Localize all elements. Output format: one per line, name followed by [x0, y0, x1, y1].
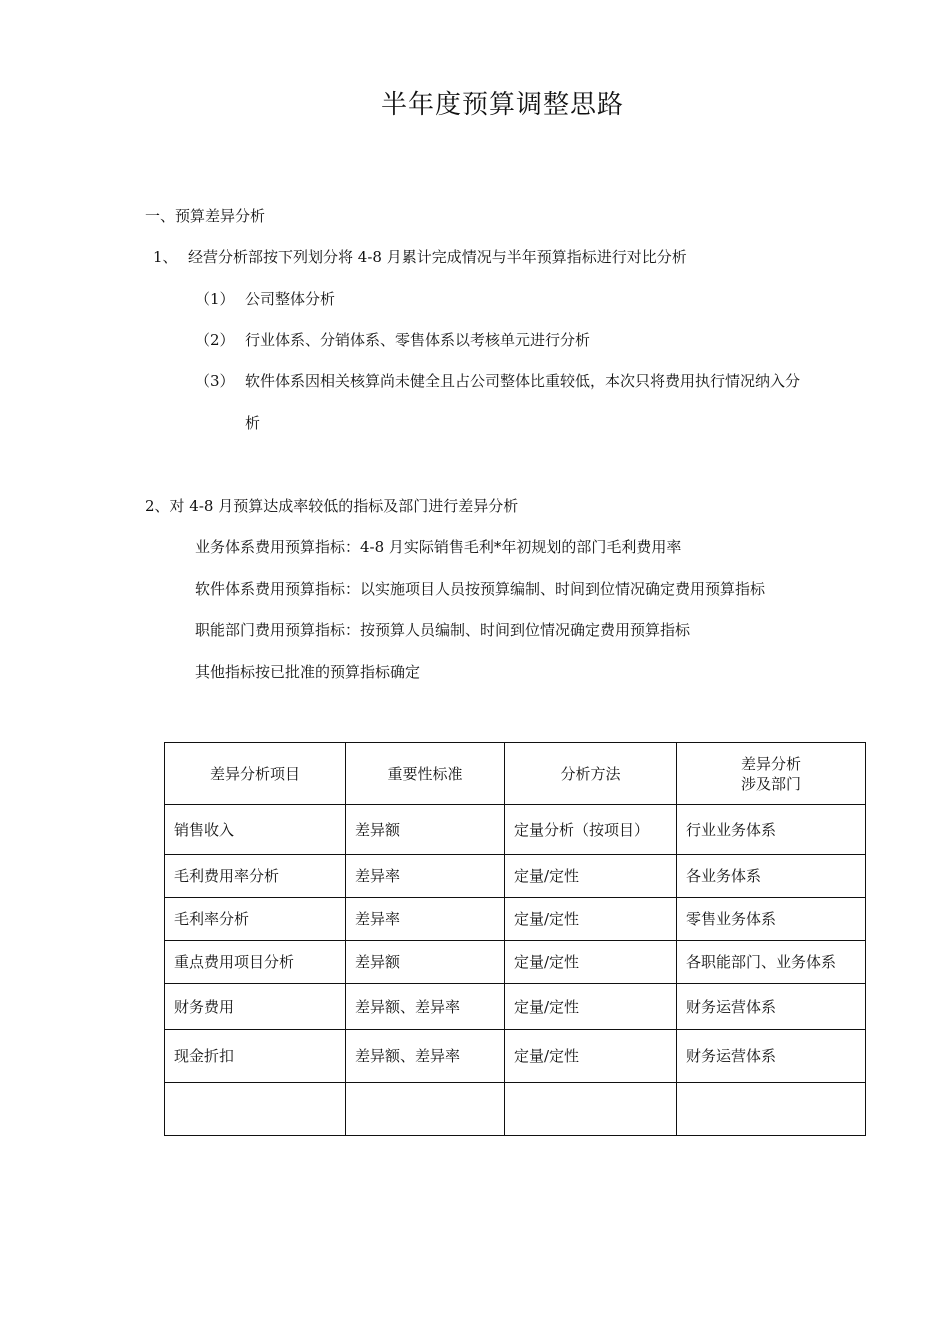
table-cell: 行业业务体系 — [677, 805, 866, 855]
table-row — [165, 898, 866, 941]
table-cell: 定量/定性 — [505, 855, 677, 898]
table-cell — [677, 1083, 866, 1136]
table-cell: 差异额 — [346, 941, 505, 984]
table-cell: 财务运营体系 — [677, 984, 866, 1030]
section2-line-1: 业务体系费用预算指标：4-8 月实际销售毛利*年初规划的部门毛利费用率 — [195, 538, 682, 556]
table-cell: 定量/定性 — [505, 941, 677, 984]
item1-number: 1、 — [153, 248, 178, 266]
table-cell: 销售收入 — [165, 805, 346, 855]
section1-heading: 一、预算差异分析 — [145, 207, 266, 225]
table-cell: 定量/定性 — [505, 1030, 677, 1083]
section2-line-4: 其他指标按已批准的预算指标确定 — [195, 663, 421, 681]
subitem-2-text: 行业体系、分销体系、零售体系以考核单元进行分析 — [245, 331, 591, 349]
table-row — [165, 941, 866, 984]
item1-text: 经营分析部按下列划分将 4-8 月累计完成情况与半年预算指标进行对比分析 — [188, 248, 687, 266]
table-cell: 零售业务体系 — [677, 898, 866, 941]
table-cell — [505, 1083, 677, 1136]
section2-line-2: 软件体系费用预算指标：以实施项目人员按预算编制、时间到位情况确定费用预算指标 — [195, 580, 766, 598]
table-cell: 定量/定性 — [505, 984, 677, 1030]
subitem-1-text: 公司整体分析 — [245, 290, 336, 308]
section2-heading: 2、对 4-8 月预算达成率较低的指标及部门进行差异分析 — [145, 497, 519, 515]
table-cell: 差异率 — [346, 855, 505, 898]
header-departments-line2: 涉及部门 — [740, 774, 801, 793]
table-row — [165, 805, 866, 855]
table-row-empty — [165, 1083, 866, 1136]
table-cell — [165, 1083, 346, 1136]
table-cell: 差异率 — [346, 898, 505, 941]
table-cell: 财务运营体系 — [677, 1030, 866, 1083]
header-departments-line1: 差异分析 — [740, 754, 801, 773]
table-header-row — [165, 743, 866, 805]
subitem-2-number: （2） — [195, 331, 235, 349]
table-row — [165, 984, 866, 1030]
subitem-3-text: 软件体系因相关核算尚未健全且占公司整体比重较低，本次只将费用执行情况纳入分 — [245, 372, 801, 390]
header-cell-item: 差异分析项目 — [165, 743, 346, 805]
table-cell: 定量分析（按项目） — [505, 805, 677, 855]
table-cell: 差异额 — [346, 805, 505, 855]
table-cell — [346, 1083, 505, 1136]
table-cell: 财务费用 — [165, 984, 346, 1030]
header-cell-departments — [677, 743, 866, 805]
table-cell: 现金折扣 — [165, 1030, 346, 1083]
header-cell-method: 分析方法 — [505, 743, 677, 805]
subitem-3-number: （3） — [195, 372, 235, 390]
page-title: 半年度预算调整思路 — [380, 90, 624, 120]
section2-line-3: 职能部门费用预算指标：按预算人员编制、时间到位情况确定费用预算指标 — [195, 621, 691, 639]
subitem-1-number: （1） — [195, 290, 235, 308]
variance-analysis-table — [164, 742, 866, 1136]
table-cell: 定量/定性 — [505, 898, 677, 941]
table-cell: 毛利率分析 — [165, 898, 346, 941]
subitem-3-continuation: 析 — [245, 414, 261, 432]
table-cell: 差异额、差异率 — [346, 1030, 505, 1083]
header-cell-importance: 重要性标准 — [346, 743, 505, 805]
table-cell: 毛利费用率分析 — [165, 855, 346, 898]
table-cell: 各职能部门、业务体系 — [677, 941, 866, 984]
table-cell: 差异额、差异率 — [346, 984, 505, 1030]
table-row — [165, 1030, 866, 1083]
table-row — [165, 855, 866, 898]
table-cell: 各业务体系 — [677, 855, 866, 898]
table-cell: 重点费用项目分析 — [165, 941, 346, 984]
